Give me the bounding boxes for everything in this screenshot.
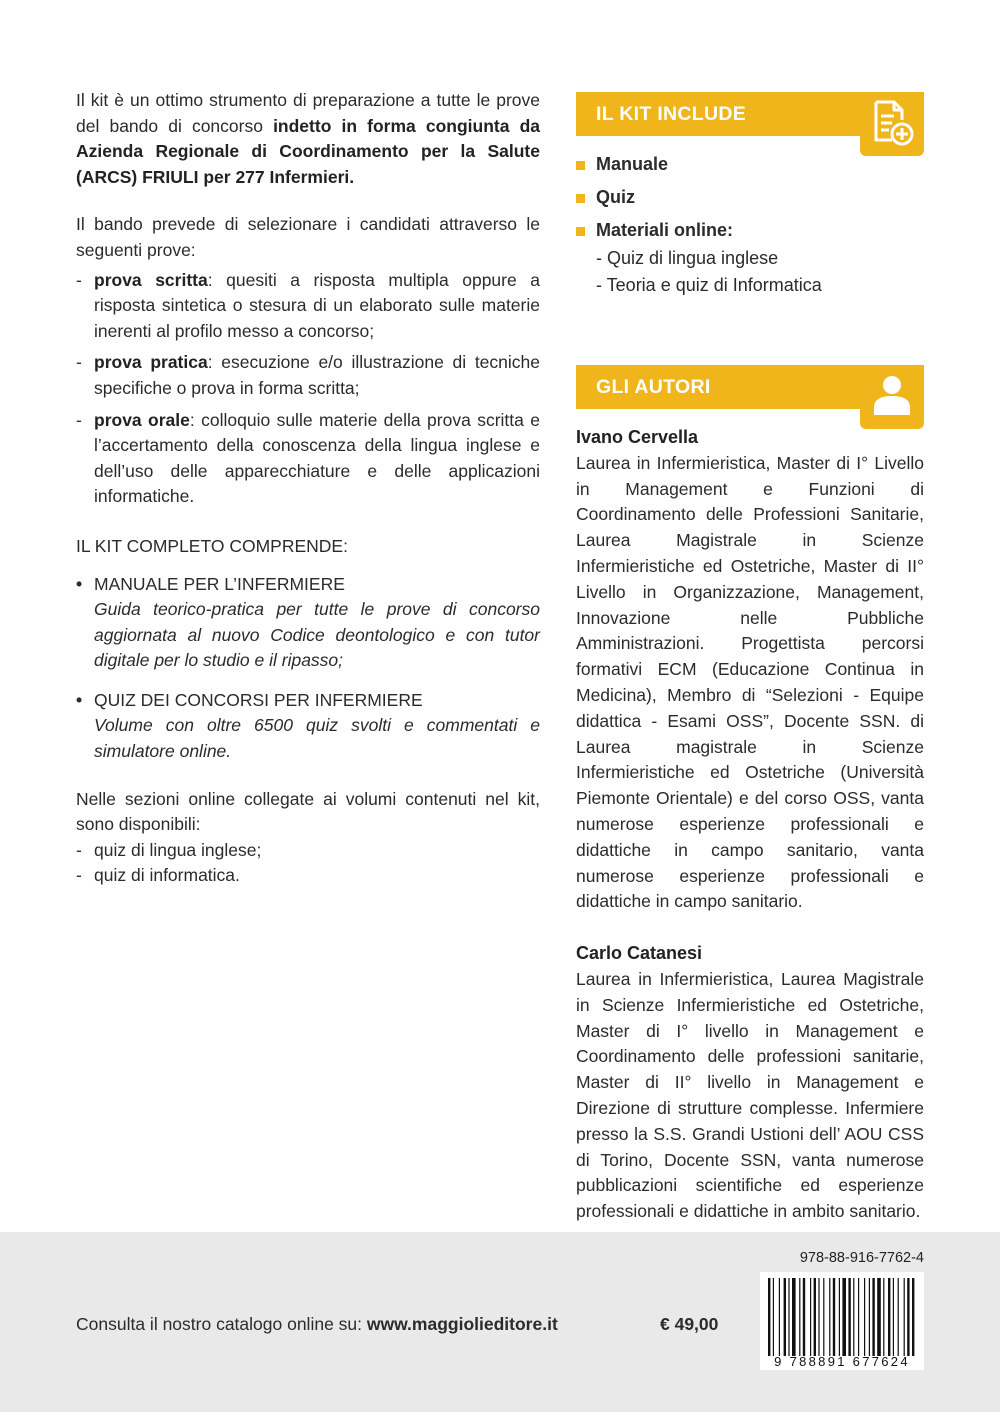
author-bio: Carlo Catanesi Laurea in Infermieristica, Laurea Magistrale in Scienze Infermieristiche ed Ostetriche, Master di I° livello in Management e Coordinamento delle professioni sanitarie, Master di II° livello in Management e Direzione di strutture complesse. Infermiere presso la S.S. Grandi Ustioni dell’ AOU CSS di Torino, Docente SSN, vanta numerose pubblicazioni scientifiche ed esperienze professionali e didattiche in ambito sanitario. bbox=[576, 943, 924, 1222]
list-item: - prova pratica: esecuzione e/o illustrazione di tecniche specifiche o prova in forma scritta; bbox=[76, 350, 540, 401]
kit-completo-list bbox=[76, 572, 540, 765]
description-column bbox=[76, 88, 540, 913]
kit-completo-heading: IL KIT COMPLETO COMPRENDE: bbox=[76, 535, 348, 556]
catalog-text: Consulta il nostro catalogo online su: www.maggiolieditore.it bbox=[76, 1314, 558, 1334]
intro-paragraph: Il kit è un ottimo strumento di preparazione a tutte le prove del bando di concorso indetto in forma congiunta da Azienda Regionale di Coordinamento per la Salute (ARCS) FRIULI per 277 Infermieri. bbox=[76, 90, 540, 187]
online-list bbox=[76, 838, 540, 889]
intro-bold: indetto in forma congiunta da Azienda Regionale di Coordinamento per la Salute (ARCS) FRIULI per 277 Infermieri. bbox=[76, 115, 540, 187]
sidebar bbox=[576, 92, 924, 1225]
bando-paragraph: Il bando prevede di selezionare i candidati attraverso le seguenti prove: bbox=[76, 214, 540, 260]
kit-include-list bbox=[576, 154, 924, 299]
author-name: Carlo Catanesi bbox=[576, 943, 703, 964]
list-item: - Quiz di lingua inglese bbox=[596, 248, 779, 268]
author-name: Ivano Cervella bbox=[576, 427, 699, 447]
barcode-digits: 9 788891 677624 bbox=[774, 1354, 910, 1369]
document-plus-icon bbox=[870, 98, 914, 146]
user-icon bbox=[870, 371, 914, 419]
footer-bar bbox=[0, 1232, 1000, 1412]
section-title: IL KIT INCLUDE bbox=[596, 103, 747, 125]
list-item: • MANUALE PER L’INFERMIERE Guida teorico-pratica per tutte le prove di concorso aggiornata al nuovo Codice deontologico e con tutor digitale per lo studio e il ripasso; bbox=[76, 572, 540, 674]
list-item: - prova orale: colloquio sulle materie della prova scritta e l’accertamento della conoscenza della lingua inglese e dell’uso delle apparecchiature e delle applicazioni informatiche. bbox=[76, 408, 540, 510]
list-item: Materiali online: - Quiz di lingua inglese - Teoria e quiz di Informatica bbox=[576, 220, 924, 299]
online-materials-sublist bbox=[596, 245, 924, 299]
prove-list bbox=[76, 268, 540, 510]
list-item: Quiz bbox=[576, 187, 924, 208]
list-item: - quiz di lingua inglese; bbox=[76, 838, 540, 864]
list-item: - prova scritta: quesiti a risposta multipla oppure a risposta sintetica o stesura di un elaborato sulle materie inerenti al profilo messo a concorso; bbox=[76, 268, 540, 345]
price: € 49,00 bbox=[660, 1314, 719, 1334]
author-bio: Ivano Cervella Laurea in Infermieristica, Master di I° Livello in Management e Funzioni di Coordinamento delle Professioni Sanitarie, Laurea Magistrale in Scienze Infermieristiche ed Ostetriche, Master di II° Livello in Organizzazione, Management, Innovazione nelle Pubbliche Amministrazioni. Progettista percorsi formativi ECM (Educazione Continua in Medicina), Membro di “Selezioni - Equipe didattica - Esami OSS”, Docente SSN. di Laurea magistrale in Scienze Infermieristiche ed Ostetriche (Università Piemonte Orientale) e del corso OSS, vanta numerose esperienze professionali e didattiche in campo sanitario, vanta numerose esperienze professionali e didattiche in campo sanitario. bbox=[576, 427, 924, 912]
authors-header bbox=[576, 365, 924, 409]
list-item: Manuale bbox=[576, 154, 924, 175]
section-title: GLI AUTORI bbox=[596, 376, 711, 398]
list-item: - Teoria e quiz di Informatica bbox=[596, 275, 822, 295]
list-item: - quiz di informatica. bbox=[76, 863, 540, 889]
kit-include-header bbox=[576, 92, 924, 136]
barcode-bars bbox=[768, 1278, 916, 1358]
isbn-label: 978-88-916-7762-4 bbox=[799, 1250, 924, 1266]
catalog-link[interactable]: www.maggiolieditore.it bbox=[366, 1314, 558, 1334]
online-paragraph: Nelle sezioni online collegate ai volumi contenuti nel kit, sono disponibili: bbox=[76, 788, 540, 835]
list-item: • QUIZ DEI CONCORSI PER INFERMIERE Volume con oltre 6500 quiz svolti e commentati e simulatore online. bbox=[76, 688, 540, 765]
